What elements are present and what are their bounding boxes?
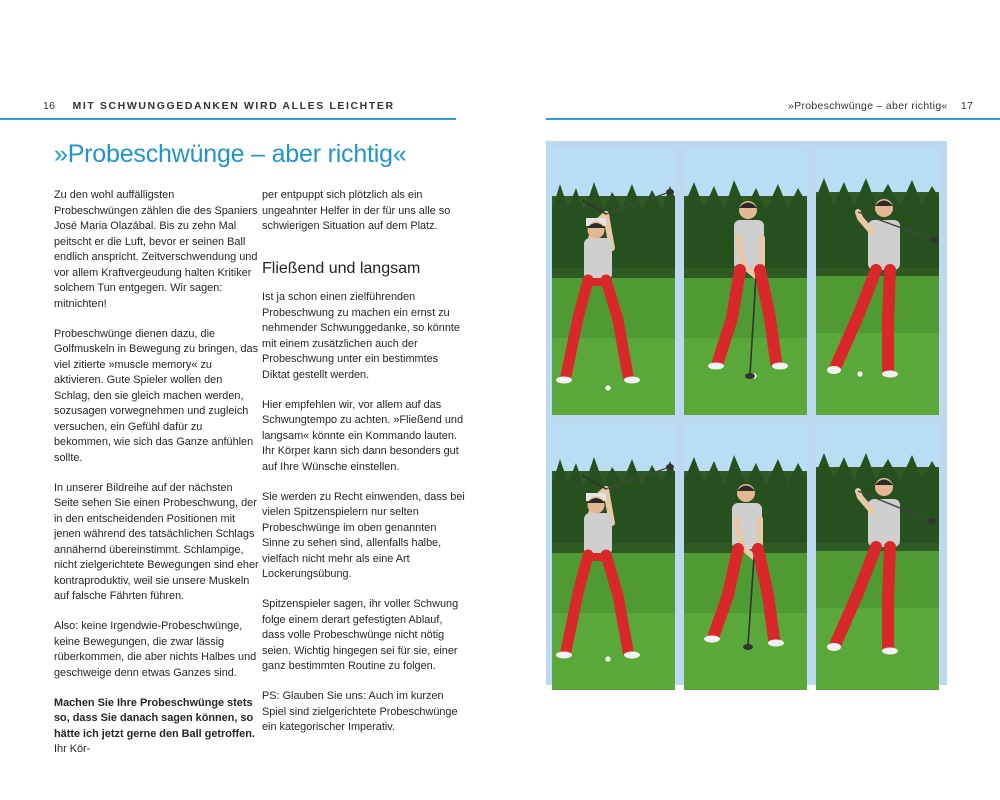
golfer-photo	[684, 423, 807, 690]
article-title: »Probeschwünge – aber richtig«	[54, 140, 407, 168]
photo-follow-through	[816, 148, 939, 415]
paragraph-rest: Ihr Kör-	[54, 743, 91, 755]
running-title-left: MIT SCHWUNGGEDANKEN WIRD ALLES LEICHTER	[72, 100, 395, 112]
photo-top-of-backswing	[552, 423, 675, 690]
paragraph: Zu den wohl auffälligsten Probeschwüngen zählen die des Spaniers José Maria Olazábal. Bis zu zehn Mal peitscht er die Luft, bevor er seinen Ball endlich anspricht. Zeitverschwendung und vor allem Kraftvergeudung halten Kritiker solchem Tun entgegen. Wir sagen: mitnichten!	[54, 189, 258, 310]
paragraph: Hier empfehlen wir, vor allem auf das Schwungtempo zu achten. »Fließend und langsam« könnte ein Kommando lauten. Ihr Körper kann sich dann besonders gut auf Ihre Wünsche einstellen.	[262, 398, 463, 473]
running-title-right: »Probeschwünge – aber richtig«	[788, 100, 948, 112]
swing-photo-sequence	[546, 141, 947, 685]
text-column-2	[262, 188, 467, 750]
photo-follow-through	[816, 423, 939, 690]
paragraph: per entpuppt sich plötzlich als ein ungeahnter Helfer in der für uns alle so schwierigen Situation auf dem Platz.	[262, 189, 451, 232]
header-right	[788, 100, 973, 112]
paragraph	[54, 696, 259, 758]
golfer-photo	[816, 148, 939, 415]
subheading: Fließend und langsam	[262, 259, 421, 277]
paragraph: Spitzenspieler sagen, ihr voller Schwung folge einem derart gefestigten Ablauf, dass volle Probeschwünge nicht nötig seien. Wichtig hingegen sei für sie, einer ganz bestimmten Routine zu folgen.	[262, 598, 459, 672]
text-column-1	[54, 188, 259, 772]
photo-impact	[684, 423, 807, 690]
golfer-photo	[816, 423, 939, 690]
photo-top-of-backswing	[552, 148, 675, 415]
bold-lead: Machen Sie Ihre Probeschwünge stets so, dass Sie danach sagen können, so hätte ich jetzt gerne den Ball getroffen.	[54, 696, 255, 740]
golfer-photo	[552, 148, 675, 415]
paragraph: Ist ja schon einen zielführenden Probeschwung zu machen ein ernst zu nehmender Schwunggedanke, so könnte mit einem zusätzlichen auch der Probeschwung unter ein bestimmtes Diktat gestellt werden.	[262, 291, 460, 381]
paragraph: Probeschwünge dienen dazu, die Golfmuskeln in Bewegung zu bringen, das viel zitierte »muscle memory« zu aktivieren. Gute Spieler wollen den Schlag, den sie gleich machen werden, sozusagen vorwegnehmen und zugleich versuchen, ein Gefühl dafür zu bekommen, wie sich das Ganze anfühlen sollte.	[54, 327, 259, 464]
page-number-right: 17	[960, 100, 974, 112]
golfer-photo	[684, 148, 807, 415]
golfer-photo	[552, 423, 675, 690]
header-rule-right	[546, 118, 1000, 120]
paragraph: Also: keine Irgendwie-Probeschwünge, keine Bewegungen, die zwar lässig rüberkommen, die aber nichts Halbes und geschweige denn etwas Ganzes sind.	[54, 620, 257, 679]
paragraph: In unserer Bildreihe auf der nächsten Seite sehen Sie einen Probeschwung, der in den entscheidenden Positionen mit jenen während des tatsächlichen Schlags annähernd übereinstimmt. Schlampige, nicht zielgerichtete Bewegungen sind eher kontraproduktiv, weil sie unsere Muskeln auf falsche Fährten führen.	[54, 481, 259, 602]
header-left	[43, 100, 395, 112]
page-number-left: 16	[43, 100, 56, 112]
photo-impact	[684, 148, 807, 415]
paragraph: Sie werden zu Recht einwenden, dass bei vielen Spitzenspielern nur selten Probeschwünge im oben genannten Sinne zu sehen sind, allenfalls halbe, vielfach nicht mehr als eine Art Lockerungsübung.	[262, 490, 465, 580]
header-rule-left	[0, 118, 456, 120]
paragraph: PS: Glauben Sie uns: Auch im kurzen Spiel sind zielgerichtete Probeschwünge ein kategorischer Imperativ.	[262, 690, 458, 733]
